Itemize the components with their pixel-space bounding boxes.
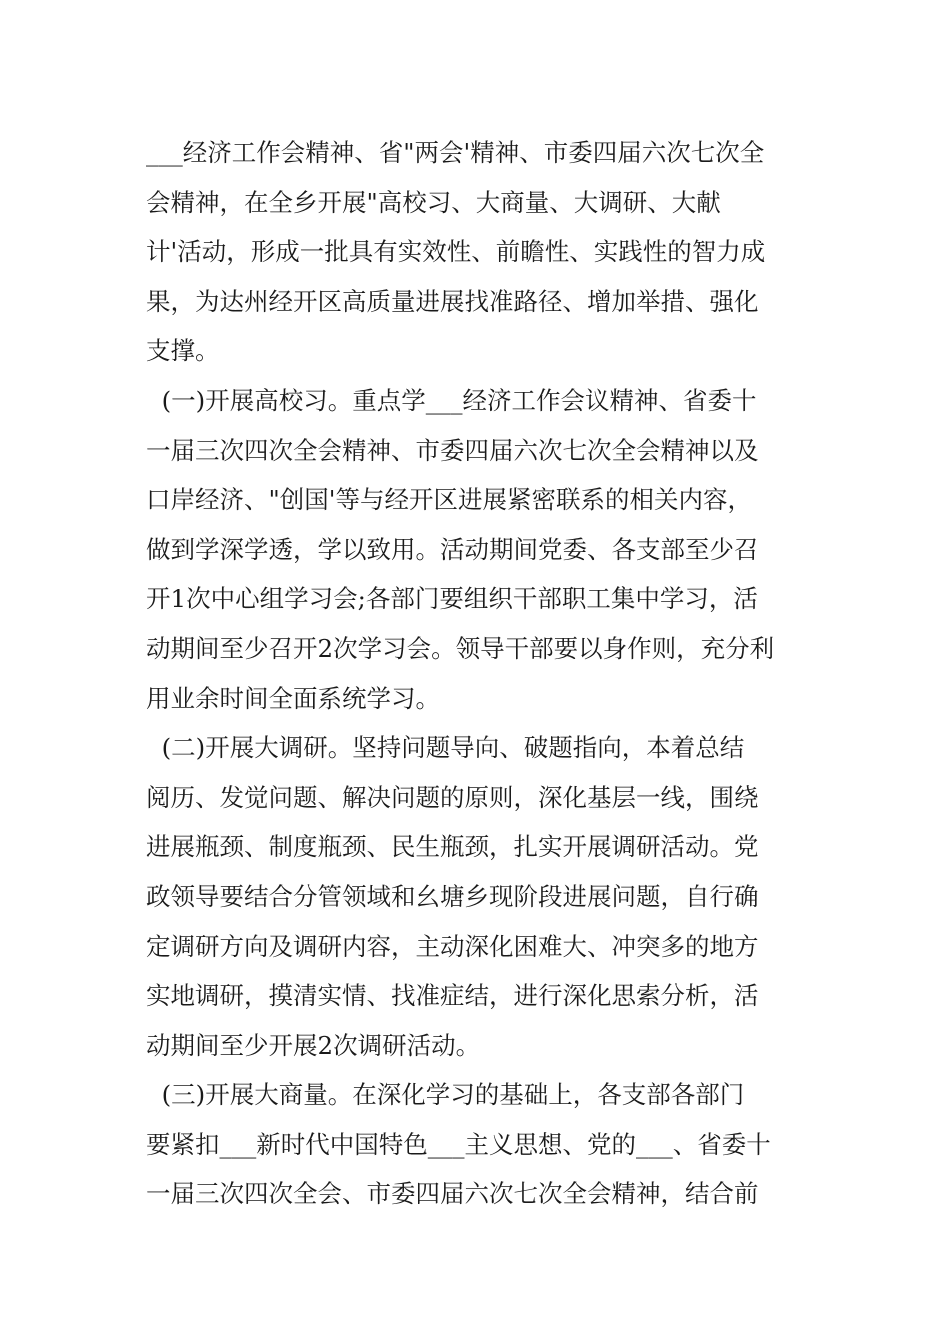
text-line: 动期间至少开展2次调研活动。 — [146, 1030, 481, 1060]
text-line: 实地调研，摸清实情、找准症结，进行深化思索分析，活 — [146, 981, 759, 1011]
text-line: 开1次中心组学习会;各部门要组织干部职工集中学习，活 — [146, 584, 758, 614]
text-line: (二)开展大调研。坚持问题导向、破题指向，本着总结 — [146, 733, 745, 763]
text-line: 阅历、发觉问题、解决问题的原则，深化基层一线，围绕 — [146, 782, 759, 812]
text-line: 会精神，在全乡开展"高校习、大商量、大调研、大献 — [146, 187, 721, 217]
text-line: 果，为达州经开区高质量进展找准路径、增加举措、强化 — [146, 286, 759, 316]
text-line: (一)开展高校习。重点学___经济工作会议精神、省委十 — [146, 385, 757, 415]
text-line: 支撑。 — [146, 336, 220, 366]
text-line: 动期间至少召开2次学习会。领导干部要以身作则，充分利 — [146, 633, 775, 663]
text-line: 做到学深学透，学以致用。活动期间党委、各支部至少召 — [146, 534, 759, 564]
text-line: 政领导要结合分管领域和幺塘乡现阶段进展问题，自行确 — [146, 881, 759, 911]
text-line: 口岸经济、"创国'等与经开区进展紧密联系的相关内容， — [146, 485, 753, 515]
body-text — [146, 128, 806, 1219]
text-line: 一届三次四次全会精神、市委四届六次七次全会精神以及 — [146, 435, 759, 465]
text-line: 计'活动，形成一批具有实效性、前瞻性、实践性的智力成 — [146, 237, 766, 267]
text-line: 进展瓶颈、制度瓶颈、民生瓶颈，扎实开展调研活动。党 — [146, 832, 759, 862]
text-line: 一届三次四次全会、市委四届六次七次全会精神，结合前 — [146, 1179, 759, 1209]
text-line: 用业余时间全面系统学习。 — [146, 683, 440, 713]
text-line: 定调研方向及调研内容，主动深化困难大、冲突多的地方 — [146, 931, 759, 961]
text-line: 要紧扣___新时代中国特色___主义思想、党的___、省委十 — [146, 1129, 771, 1159]
text-line: (三)开展大商量。在深化学习的基础上，各支部各部门 — [146, 1080, 745, 1110]
text-line: ___经济工作会精神、省"两会'精神、市委四届六次七次全 — [146, 138, 765, 167]
